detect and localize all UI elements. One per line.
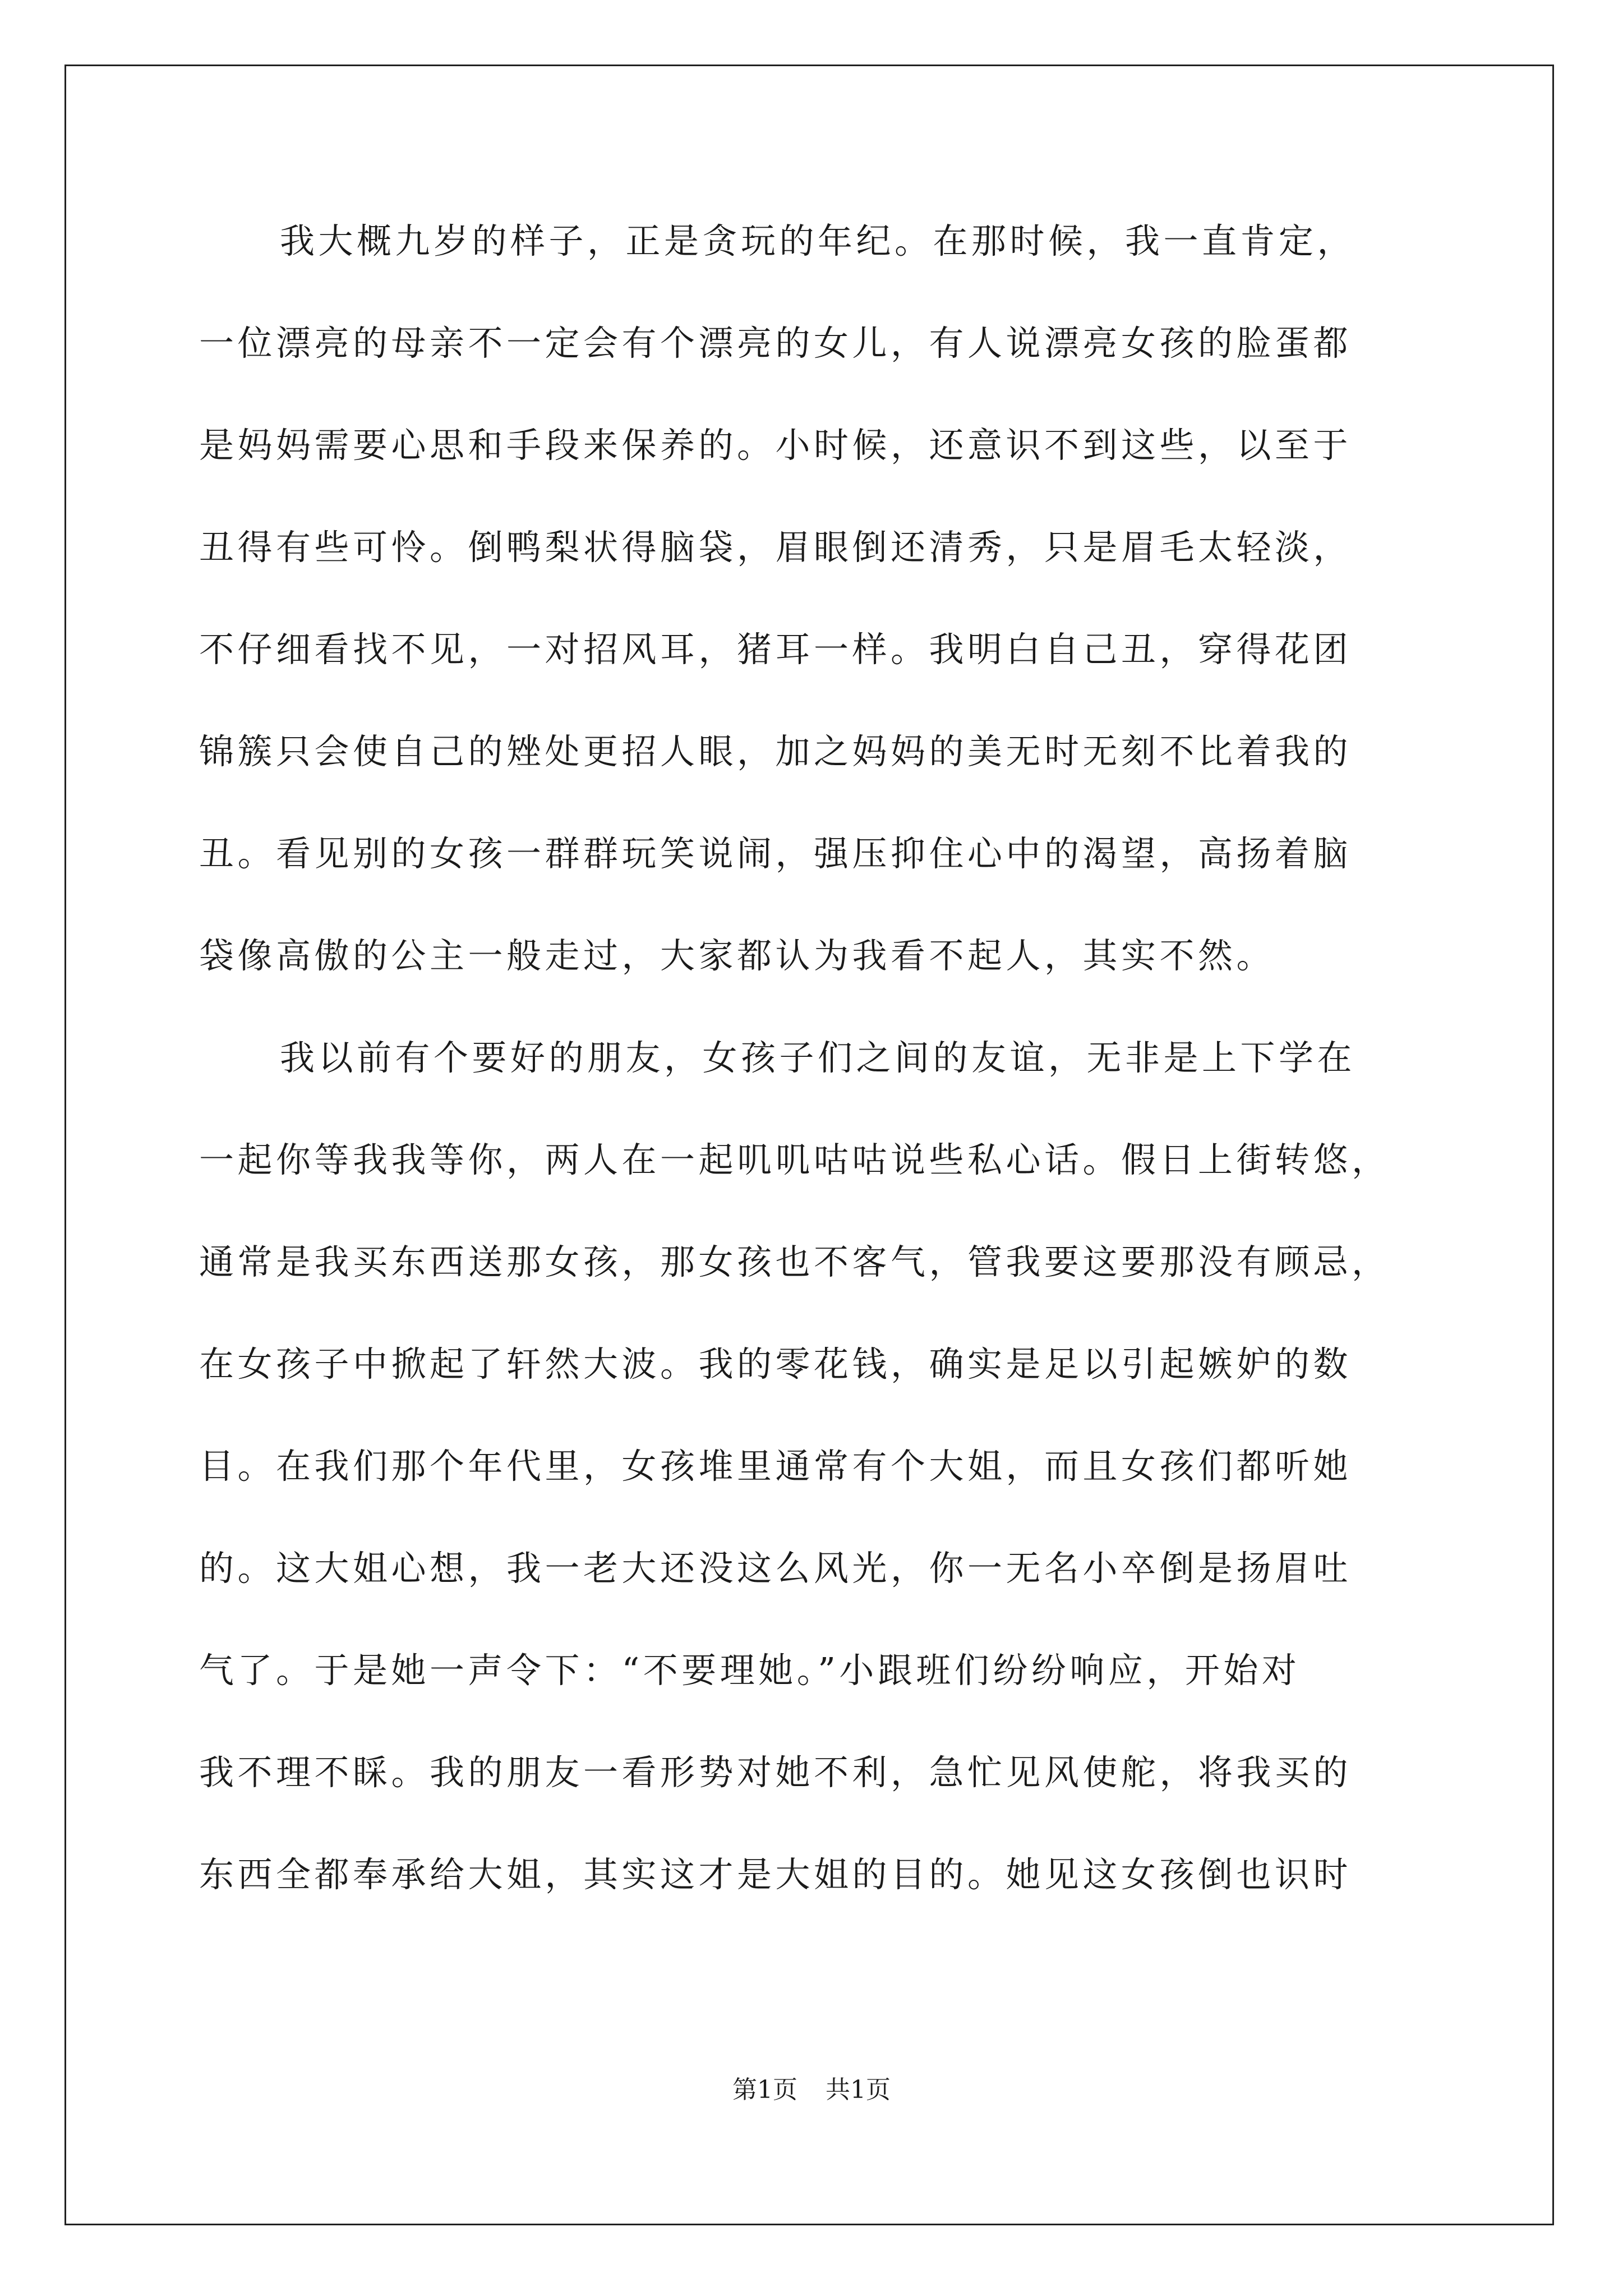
- paragraph-2-line-4: 在女孩子中掀起了轩然大波。我的零花钱，确实是足以引起嫉妒的数: [199, 1343, 1352, 1384]
- paragraph-1-line-1: 我大概九岁的样子，正是贪玩的年纪。在那时候，我一直肯定，: [280, 220, 1356, 261]
- paragraph-2-line-1: 我以前有个要好的朋友，女孩子们之间的友谊，无非是上下学在: [280, 1037, 1356, 1078]
- paragraph-2-line-5: 目。在我们那个年代里，女孩堆里通常有个大姐，而且女孩们都听她: [199, 1446, 1352, 1487]
- paragraph-1-line-6: 锦簇只会使自己的矬处更招人眼，加之妈妈的美无时无刻不比着我的: [199, 731, 1352, 772]
- paragraph-2-line-8: 我不理不睬。我的朋友一看形势对她不利，急忙见风使舵，将我买的: [199, 1752, 1352, 1793]
- paragraph-1-line-5: 不仔细看找不见，一对招风耳，猪耳一样。我明白自己丑，穿得花团: [199, 629, 1352, 670]
- paragraph-2-line-3: 通常是我买东西送那女孩，那女孩也不客气，管我要这要那没有顾忌，: [199, 1241, 1390, 1282]
- paragraph-2-line-6: 的。这大姐心想，我一老大还没这么风光，你一无名小卒倒是扬眉吐: [199, 1548, 1352, 1589]
- paragraph-1-line-7: 丑。看见别的女孩一群群玩笑说闹，强压抑住心中的渴望，高扬着脑: [199, 833, 1352, 874]
- paragraph-1-line-8: 袋像高傲的公主一般走过，大家都认为我看不起人，其实不然。: [199, 935, 1275, 976]
- page-footer: [0, 2073, 1623, 2107]
- page-number-total: 共1页: [826, 2076, 891, 2104]
- document-body: [199, 208, 1427, 1943]
- page-number-current: 第1页: [732, 2076, 797, 2104]
- paragraph-1-line-2: 一位漂亮的母亲不一定会有个漂亮的女儿，有人说漂亮女孩的脸蛋都: [199, 323, 1352, 364]
- paragraph-2-line-7: 气了。于是她一声令下：“不要理她。”小跟班们纷纷响应，开始对: [199, 1650, 1301, 1691]
- paragraph-1-line-4: 丑得有些可怜。倒鸭梨状得脑袋，眉眼倒还清秀，只是眉毛太轻淡，: [199, 527, 1352, 568]
- paragraph-1-line-3: 是妈妈需要心思和手段来保养的。小时候，还意识不到这些，以至于: [199, 425, 1352, 466]
- paragraph-2-line-2: 一起你等我我等你，两人在一起叽叽咕咕说些私心话。假日上街转悠，: [199, 1139, 1390, 1180]
- paragraph-2-line-9: 东西全都奉承给大姐，其实这才是大姐的目的。她见这女孩倒也识时: [199, 1854, 1352, 1895]
